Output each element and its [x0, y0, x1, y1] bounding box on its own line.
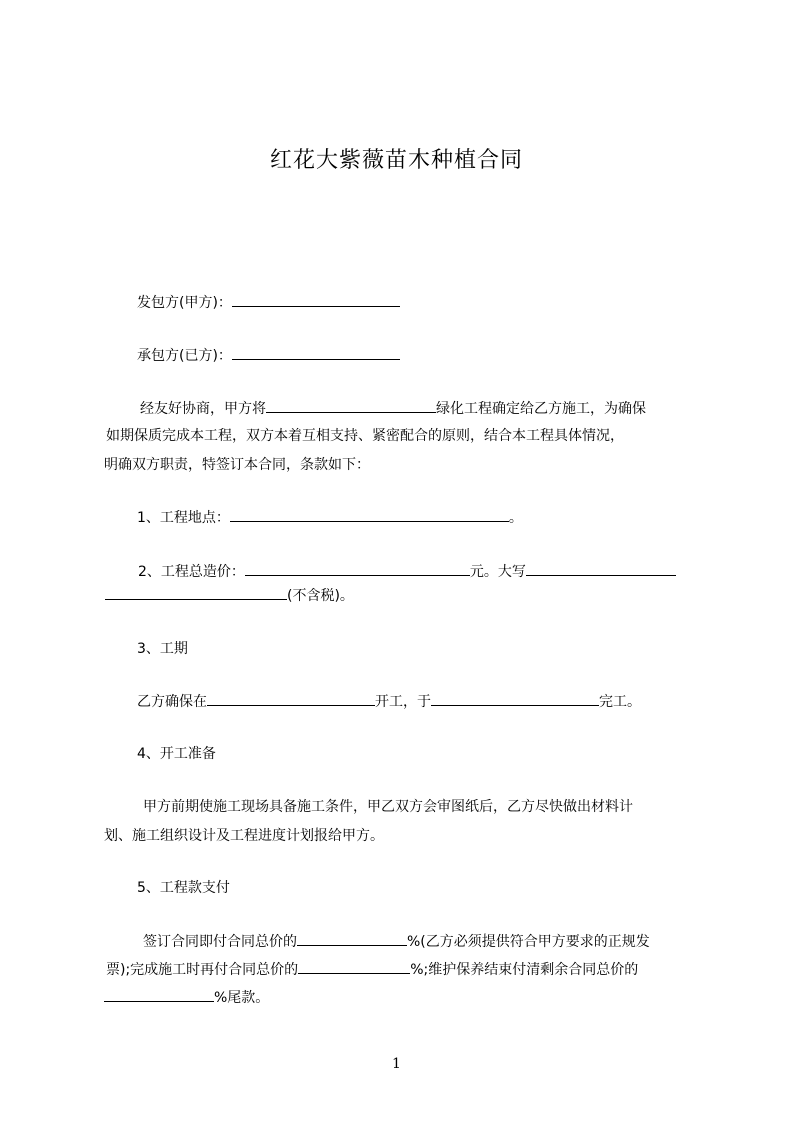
- page-number: 1: [392, 1056, 401, 1072]
- party-b-line: [137, 345, 400, 366]
- party-a-line: [137, 292, 400, 313]
- payment2-blank: [298, 959, 410, 974]
- intro-part2: 绿化工程确定给乙方施工，为确保: [436, 401, 646, 417]
- item4-line-1: 甲方前期使施工现场具备施工条件，甲乙双方会审图纸后，乙方尽快做出材料计: [143, 799, 633, 815]
- item2-label: 2、工程总造价：: [138, 564, 245, 580]
- item4-heading: 4、开工准备: [137, 746, 216, 762]
- item2-price-line-2: [105, 585, 354, 606]
- price-blank: [245, 561, 470, 576]
- item1-location: [137, 507, 523, 528]
- item5-line-3: [104, 987, 269, 1008]
- payment1-blank: [297, 931, 407, 946]
- item2-end: (不含税)。: [287, 588, 354, 604]
- item5-line-1: [143, 931, 650, 952]
- party-b-label: 承包方(已方)：: [137, 348, 232, 364]
- item3-part3: 完工。: [599, 694, 641, 710]
- item5-l2a: 票);完成施工时再付合同总价的: [106, 962, 299, 978]
- item1-end: 。: [508, 510, 523, 526]
- item3-part1: 乙方确保在: [137, 694, 207, 710]
- intro-line-2: 如期保质完成本工程，双方本着互相支持、紧密配合的原则，结合本工程具体情况，: [106, 428, 624, 444]
- intro-line-3: 明确双方职责，特签订本合同，条款如下：: [104, 457, 370, 473]
- item1-label: 1、工程地点：: [137, 510, 230, 526]
- item3-part2: 开工，于: [375, 694, 431, 710]
- item5-l1b: %(乙方必须提供符合甲方要求的正规发: [407, 934, 650, 950]
- party-a-label: 发包方(甲方)：: [137, 295, 232, 311]
- price-words-blank-1: [526, 561, 676, 576]
- location-blank: [230, 507, 509, 522]
- item3-heading: 3、工期: [137, 641, 188, 657]
- party-b-blank: [232, 345, 400, 360]
- party-a-blank: [232, 292, 400, 307]
- item5-l2b: %;维护保养结束付清剩余合同总价的: [410, 962, 639, 978]
- item2-unit: 元。大写: [469, 564, 526, 580]
- item4-line-2: 划、施工组织设计及工程进度计划报给甲方。: [104, 828, 384, 844]
- start-date-blank: [207, 691, 375, 706]
- project-name-blank: [266, 398, 436, 413]
- intro-line-1: [140, 398, 646, 419]
- document-title: 红花大紫薇苗木种植合同: [269, 148, 523, 173]
- item5-l3b: %尾款。: [214, 990, 270, 1006]
- item5-heading: 5、工程款支付: [137, 880, 230, 896]
- item5-line-2: [106, 959, 638, 980]
- end-date-blank: [431, 691, 599, 706]
- item2-price-line-1: [138, 561, 676, 582]
- item3-schedule-line: [137, 691, 641, 712]
- payment3-blank: [104, 987, 214, 1002]
- item5-l1a: 签订合同即付合同总价的: [143, 934, 297, 950]
- price-words-blank-2: [105, 585, 287, 600]
- intro-part1: 经友好协商，甲方将: [140, 401, 266, 417]
